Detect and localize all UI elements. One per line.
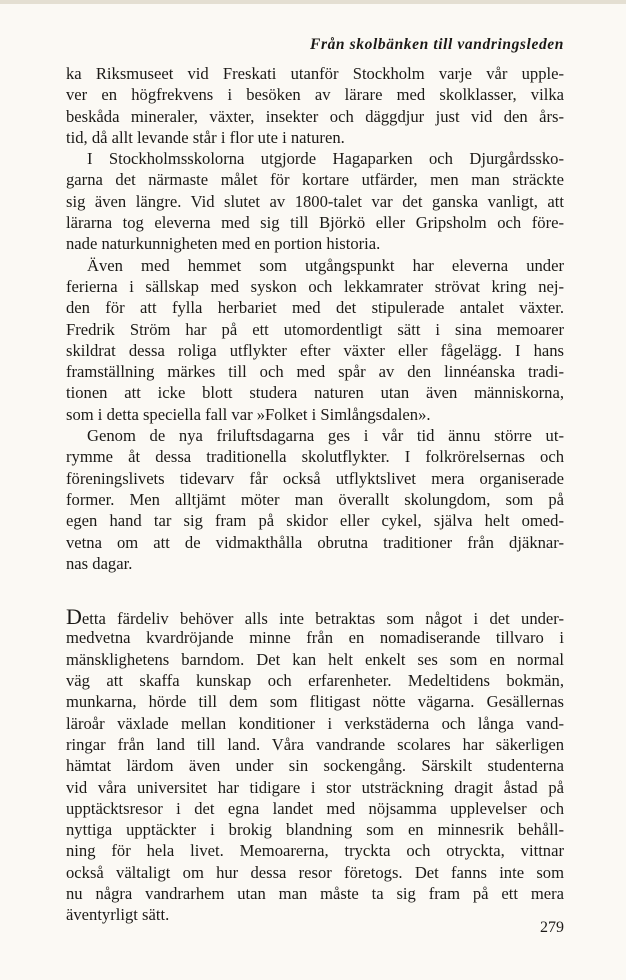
text-line	[66, 468, 564, 489]
text-line	[66, 84, 564, 105]
text-line-content: föreningslivets tidevarv får också utflyktslivet mera organiserade	[66, 468, 564, 488]
text-line	[66, 819, 564, 840]
text-line-content: former. Men alltjämt möter man överallt skolungdom, som på	[66, 489, 564, 509]
text-line	[66, 446, 564, 467]
text-line	[66, 297, 564, 318]
text-line-content: sig även längre. Vid slutet av 1800-talet var det ganska vanligt, att	[66, 191, 564, 211]
text-line-content: hämtat lärdom även under sin sockengång. Särskilt studenterna	[66, 756, 564, 776]
section-break	[66, 574, 564, 606]
paragraph	[66, 606, 564, 925]
text-line	[66, 532, 564, 553]
text-line-content: mänsklighetens barndom. Det kan helt enkelt ses som en normal	[66, 649, 564, 669]
text-line	[66, 604, 564, 630]
body-text	[66, 63, 564, 926]
text-line-content: Fredrik Ström har på ett utomordentligt sätt i sina memoarer	[66, 319, 564, 339]
text-line	[66, 361, 564, 382]
text-line-content: nade naturkunnigheten med en portion historia.	[66, 234, 381, 254]
text-line-content: som i detta speciella fall var »Folket i Simlångsdalen».	[66, 404, 431, 424]
text-line	[66, 148, 564, 169]
text-line	[66, 404, 564, 425]
text-line-content: tionen att icke blott studera naturen utan även människorna,	[66, 383, 564, 403]
text-line	[66, 713, 564, 734]
text-line-content: ka Riksmuseet vid Freskati utanför Stockholm varje vår upple-	[66, 64, 564, 83]
text-line	[66, 127, 564, 148]
text-line-content: läroår växlade mellan konditioner i verkstäderna och långa vand-	[66, 713, 564, 733]
text-line	[66, 883, 564, 904]
text-line-content: äventyrligt sätt.	[66, 905, 170, 925]
text-line-content: vid våra universitet har tidigare i stor utsträckning dragit åstad på	[66, 777, 564, 797]
running-header-title: Från skolbänken till vandringsleden	[310, 36, 564, 53]
text-line	[66, 255, 564, 276]
text-line	[66, 425, 564, 446]
page-top-edge	[0, 0, 626, 4]
paragraph	[66, 63, 564, 148]
text-line-content: upptäcktsresor i det egna landet med nöjsamma upplevelser och	[66, 798, 564, 818]
text-line	[66, 862, 564, 883]
text-line-content: medvetna kvardröjande minne från en nomadiserande tillvaro i	[66, 628, 564, 648]
text-line	[66, 627, 564, 648]
text-line	[66, 670, 564, 691]
text-line-content: ringar från land till land. Våra vandrande scolares har säkerligen	[66, 734, 564, 754]
text-line-content: nu några vandrarhem utan man måste ta sig fram på ett mera	[66, 883, 564, 903]
text-line-content: ver en högfrekvens i besöken av lärare med skolklasser, vilka	[66, 85, 564, 105]
text-line-content: den för att fylla herbariet med det stipulerade antalet växter.	[66, 298, 564, 318]
text-line-content: väg att skaffa kunskap och erfarenheter. Medeltidens bokmän,	[66, 671, 564, 691]
text-line-content: Även med hemmet som utgångspunkt har eleverna under	[87, 255, 564, 275]
paragraph	[66, 425, 564, 574]
text-line	[66, 106, 564, 127]
text-line-content: ferierna i sällskap med syskon och lekkamrater strövat kring nej-	[66, 276, 564, 296]
text-line	[66, 649, 564, 670]
text-line-content: framställning märkes till och med spår av den linnéanska tradi-	[66, 362, 564, 382]
text-line	[66, 212, 564, 233]
text-line	[66, 233, 564, 254]
text-line	[66, 840, 564, 861]
text-line-content: rymme åt dessa traditionella skolutflykter. I folkrörelsernas och	[66, 447, 564, 467]
page-number: 279	[540, 919, 564, 936]
text-line-content: ning för hela livet. Memoarerna, tryckta och otryckta, vittnar	[66, 841, 564, 861]
text-line	[66, 319, 564, 340]
text-line-content: garna det närmaste målet för kortare utfärder, men man sträckte	[66, 170, 564, 190]
text-line-content: Genom de nya friluftsdagarna ges i vår tid ännu större ut-	[87, 426, 564, 446]
text-line	[66, 553, 564, 574]
text-line-content: tid, då allt levande står i flor ute i naturen.	[66, 127, 345, 147]
text-line-content: beskåda mineraler, växter, insekter och däggdjur just vid den års-	[66, 106, 564, 126]
section-initial-letter: D	[66, 604, 82, 630]
text-line-content: också vältaligt om hur dessa resor företogs. Det fanns inte som	[66, 862, 564, 882]
paragraph	[66, 148, 564, 254]
text-line	[66, 691, 564, 712]
text-line-content: nas dagar.	[66, 553, 133, 573]
text-line-content: lärarna tog eleverna med sig till Björkö eller Gripsholm och före-	[66, 213, 564, 233]
text-line-content: etta färdeliv behöver alls inte betraktas som något i det under-	[81, 609, 564, 629]
text-line-content: skildrat dessa roliga utflykter efter växter eller fågelägg. I hans	[66, 340, 564, 360]
text-line	[66, 382, 564, 403]
text-line-content: I Stockholmsskolorna utgjorde Hagaparken och Djurgårdssko-	[87, 149, 564, 169]
text-line	[66, 798, 564, 819]
text-line	[66, 340, 564, 361]
text-line	[66, 904, 564, 925]
text-line	[66, 191, 564, 212]
text-line	[66, 276, 564, 297]
text-line	[66, 63, 564, 84]
text-line-content: nyttiga upptäckter i brokig blandning som en minnesrik behåll-	[66, 820, 564, 840]
text-line-content: vetna om att de vidmakthålla obrutna traditioner från djäknar-	[66, 532, 564, 552]
text-line	[66, 510, 564, 531]
text-line-content: egen hand tar sig fram på skidor eller cykel, själva helt omed-	[66, 511, 564, 531]
paragraph	[66, 255, 564, 425]
text-line-content: munkarna, hörde till dem som flitigast nötte vägarna. Gesällernas	[66, 692, 564, 712]
text-line	[66, 734, 564, 755]
text-line	[66, 169, 564, 190]
text-line	[66, 755, 564, 776]
text-line	[66, 489, 564, 510]
text-line	[66, 777, 564, 798]
